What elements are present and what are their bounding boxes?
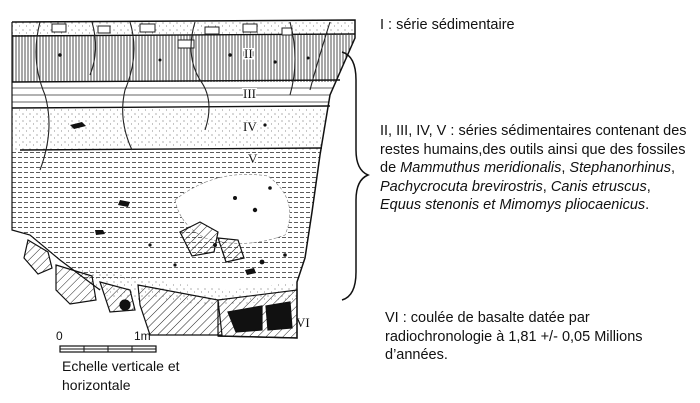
fossil-separator: et xyxy=(479,197,500,213)
scale-tick-0: 0 xyxy=(56,329,63,343)
caption-layers-II-V xyxy=(380,122,690,215)
layer-label-V: V xyxy=(248,151,258,166)
fossil-name: Stephanorhinus xyxy=(569,160,671,176)
fossil-separator: , xyxy=(561,160,570,176)
fossil-list xyxy=(380,160,675,213)
layer-label-II: II xyxy=(244,46,253,61)
fossil-separator: , xyxy=(542,178,551,195)
layers-brace xyxy=(342,52,368,300)
fossil-separator: , xyxy=(646,178,651,195)
fossil-name: Equus stenonis xyxy=(380,197,480,213)
layer-IV-band xyxy=(0,108,360,150)
layer-label-III: III xyxy=(243,86,256,101)
caption-layers-intro: II, III, IV, V : séries sédimentaires contenant des restes humains,des outils ainsi que des fossiles de xyxy=(380,123,687,176)
scale-tick-1m: 1m xyxy=(134,329,151,343)
fossil-name: Mimomys pliocaenicus xyxy=(499,197,646,213)
layer-label-VI: VI xyxy=(296,315,310,330)
fossil-separator: . xyxy=(645,197,650,213)
scale-bar xyxy=(56,329,156,352)
caption-layer-VI: VI : coulée de basalte datée par radiochronologie à 1,81 +/- 0,05 Millions d’années. xyxy=(385,310,643,363)
fossil-name: Mammuthus meridionalis xyxy=(400,160,562,176)
fossil-name: Canis etruscus xyxy=(550,178,647,195)
scale-caption: Echelle verticale et horizontale xyxy=(62,358,180,393)
caption-layer-I: I : série sédimentaire xyxy=(380,17,515,33)
layer-V-band xyxy=(0,150,360,280)
section-layers xyxy=(0,18,360,305)
layer-label-IV: IV xyxy=(243,119,257,134)
fossil-name: Pachycrocuta brevirostris xyxy=(380,178,543,195)
fossil-separator: , xyxy=(670,160,676,176)
